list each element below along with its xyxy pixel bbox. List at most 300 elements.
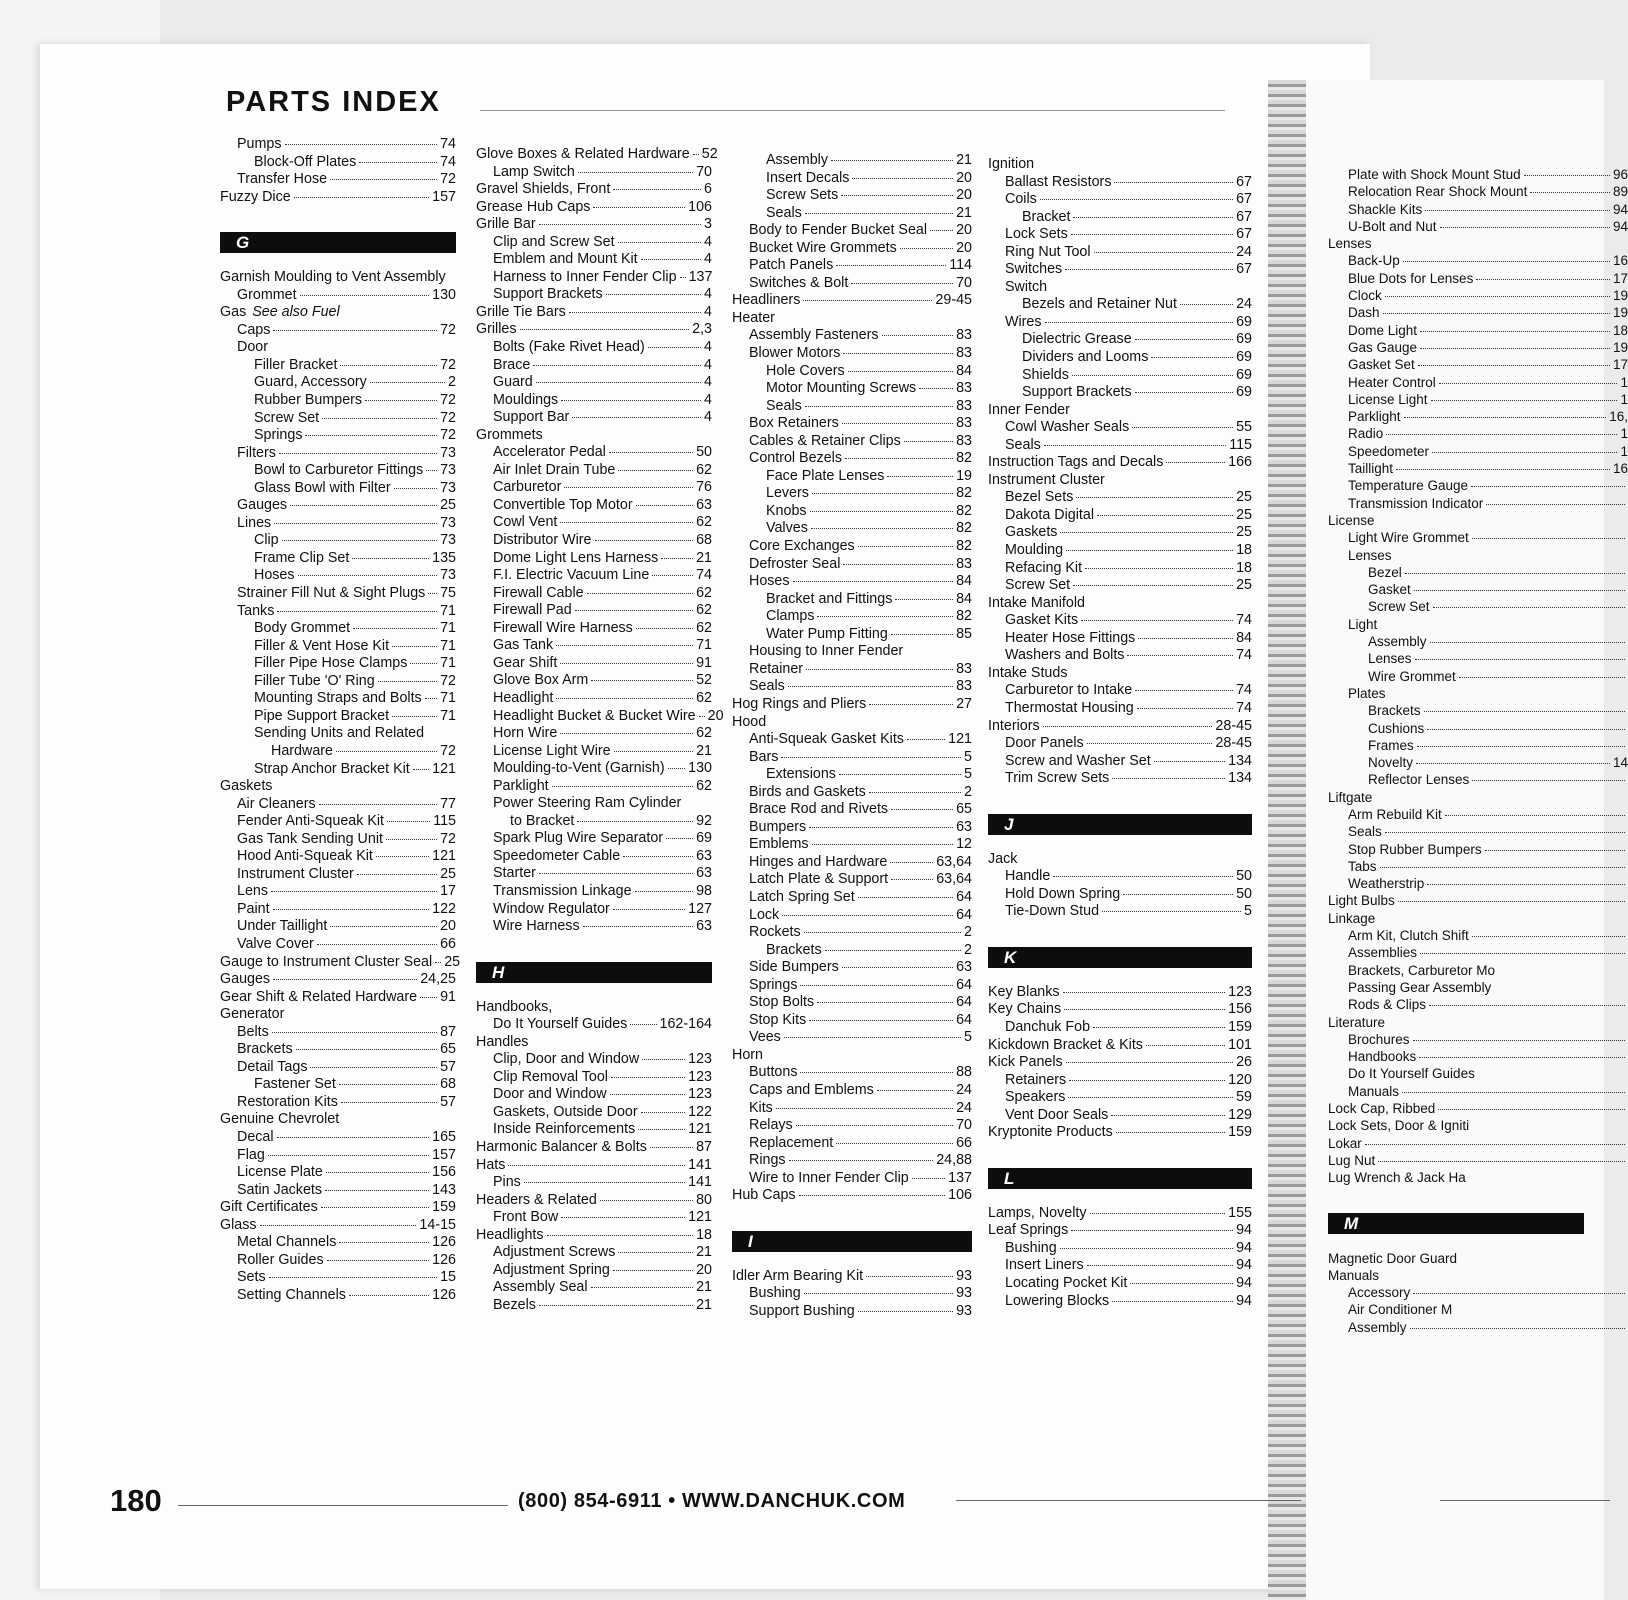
index-entry [220,1164,456,1182]
entry-page-number: 2 [964,783,972,800]
index-entry [1328,1169,1628,1186]
dot-leader [1180,304,1233,305]
dot-leader [800,1072,953,1073]
dot-leader [319,804,437,805]
entry-page-number: 93 [956,1267,972,1284]
dot-leader [891,809,953,810]
dot-leader [638,1129,685,1130]
index-entry [732,678,972,696]
index-entry [988,156,1252,174]
dot-leader [613,189,701,190]
entry-page-number: 50 [1236,868,1252,885]
entry-page-number: 123 [688,1068,712,1085]
index-entry [220,515,456,533]
index-entry [220,136,456,154]
index-entry [732,450,972,468]
footer-rule [1440,1500,1610,1501]
dot-leader [420,997,437,998]
entry-label: Light Bulbs [1328,893,1395,909]
entry-label: Hardware [271,742,333,759]
index-entry [220,883,456,901]
entry-page-number: 83 [956,397,972,414]
entry-label: Do It Yourself Guides [493,1016,628,1033]
entry-label: Manuals [1348,1083,1400,1099]
entry-page-number: 24 [1236,296,1252,313]
index-entry [732,924,972,942]
index-entry [1328,1301,1628,1318]
index-entry [220,154,456,172]
dot-leader [866,1276,953,1277]
dot-leader [869,704,953,705]
index-entry [476,550,712,568]
index-entry [988,1205,1252,1223]
entry-page-number: 82 [956,502,972,519]
entry-label: Accelerator Pedal [493,444,606,461]
index-entry [476,1297,712,1315]
entry-label: Adjustment Spring [493,1261,610,1278]
dot-leader [560,733,693,734]
index-entry [220,497,456,515]
entry-page-number: 121 [688,1121,712,1138]
section-letter-header: M [1328,1213,1584,1234]
dot-leader [1424,711,1625,712]
entry-page-number: 4 [704,303,712,320]
entry-label: Caps [237,321,271,338]
dot-leader [260,1225,417,1226]
index-entry [988,419,1252,437]
entry-page-number: 114 [949,257,972,274]
entry-label: Coils [1005,191,1037,208]
entry-label: Power Steering Ram Cylinder [493,795,682,812]
dot-leader [394,488,437,489]
entry-page-number: 19 [1612,288,1628,304]
entry-label: Cowl Vent [493,514,558,531]
index-entry [476,462,712,480]
entry-page-number: 69 [1236,384,1252,401]
entry-label: Bracket [1022,208,1071,225]
entry-label: Bolts (Fake Rivet Head) [493,339,645,356]
entry-label: Speedometer [1348,443,1430,459]
entry-label: Jack [988,850,1018,867]
dot-leader [1403,261,1610,262]
entry-label: to Bracket [510,812,575,829]
entry-label: Headlight Bucket & Bucket Wire [493,707,696,724]
entry-label: Reflector Lenses [1368,772,1470,788]
entry-label: Heater Control [1348,374,1436,390]
dot-leader [1060,1248,1233,1249]
index-entry [988,454,1252,472]
dot-leader [636,505,693,506]
entry-label: Guard [493,374,533,391]
index-entry [732,854,972,872]
entry-page-number: 57 [440,1093,456,1110]
entry-label: Ring Nut Tool [1005,243,1091,260]
entry-label: Gauges [237,497,288,514]
index-entry [220,189,456,207]
entry-label: Caps and Emblems [749,1081,874,1098]
dot-leader [539,1305,693,1306]
entry-label: Satin Jackets [237,1181,323,1198]
entry-page-number: 18 [1236,559,1252,576]
index-entry [476,1157,712,1175]
index-entry [1328,252,1628,269]
entry-page-number: 83 [956,380,972,397]
entry-label: Cowl Washer Seals [1005,419,1130,436]
entry-label: Screw Sets [766,187,839,204]
entry-label: Stop Rubber Bumpers [1348,841,1482,857]
index-entry [220,1269,456,1287]
entry-page-number: 137 [688,268,713,285]
dot-leader [322,418,437,419]
entry-label: Horn [732,1046,763,1063]
index-entry [988,209,1252,227]
dot-leader [569,312,701,313]
index-entry [220,1252,456,1270]
index-entry [988,524,1252,542]
index-entry [220,532,456,550]
index-entry [476,901,712,919]
entry-label: Dome Light [1348,322,1418,338]
index-entry [476,392,712,410]
entry-label: Relays [749,1117,793,1134]
entry-page-number: 94 [1236,1274,1252,1291]
entry-page-number: 82 [956,608,972,625]
index-entry [1328,218,1628,235]
entry-page-number: 55 [1236,419,1252,436]
entry-label: Air Conditioner M [1348,1302,1453,1318]
entry-page-number: 166 [1228,454,1252,471]
index-entry [220,339,456,357]
dot-leader [796,1125,953,1126]
dot-leader [330,179,437,180]
index-entry [988,261,1252,279]
spacer [988,788,1252,800]
entry-label: Pipe Support Bracket [254,707,390,724]
index-entry [1328,858,1628,875]
entry-label: Core Exchanges [749,538,855,555]
entry-page-number: 24,88 [936,1152,972,1169]
index-entry [220,322,456,340]
index-entry [476,567,712,585]
dot-leader [547,1235,694,1236]
index-entry [476,1016,712,1034]
dot-leader [1132,427,1233,428]
entry-label: Headlights [476,1226,544,1243]
index-entry [732,275,972,293]
dot-leader [848,371,953,372]
entry-page-number: 63 [956,959,972,976]
dot-leader [1114,182,1233,183]
dot-leader [611,1077,685,1078]
entry-label: Hood Anti-Squeak Kit [237,848,373,865]
dot-leader [305,435,437,436]
index-entry [732,345,972,363]
index-entry [988,868,1252,886]
dot-leader [1045,322,1234,323]
entry-label: Kits [749,1099,773,1116]
entry-label: Bracket and Fittings [766,590,893,607]
entry-label: Lamps, Novelty [988,1204,1087,1221]
dot-leader [1069,1080,1225,1081]
index-entry [476,357,712,375]
entry-label: Bowl to Carburetor Fittings [254,462,424,479]
dot-leader [1154,761,1225,762]
entry-label: Cables & Retainer Clips [749,432,901,449]
entry-label: Glass Bowl with Filter [254,479,391,496]
entry-page-number: 59 [1236,1089,1252,1106]
dot-leader [1137,708,1233,709]
dot-leader [1076,497,1233,498]
entry-label: Fastener Set [254,1076,336,1093]
index-entry [476,1244,712,1262]
entry-label: Grommet [237,286,297,303]
entry-page-number: 62 [696,689,712,706]
entry-page-number: 63 [696,865,712,882]
entry-label: Ballast Resistors [1005,173,1112,190]
entry-label: Magnetic Door Guard [1328,1250,1458,1266]
dot-leader [825,950,961,951]
index-entry [476,321,712,339]
entry-page-number: 66 [956,1134,972,1151]
entry-page-number: 91 [696,654,712,671]
index-entry [732,573,972,591]
entry-label: Anti-Squeak Gasket Kits [749,731,904,748]
index-entry [1328,1048,1628,1065]
entry-page-number: 63,64 [936,871,972,888]
entry-label: Switches [1005,261,1063,278]
entry-page-number: 88 [956,1064,972,1081]
dot-leader [882,335,954,336]
dot-leader [428,593,437,594]
dot-leader [325,1190,429,1191]
index-entry [1328,564,1628,581]
index-entry [732,398,972,416]
entry-page-number: 94 [1236,1239,1252,1256]
entry-page-number: 94 [1236,1292,1252,1309]
footer-contact: (800) 854-6911 • WWW.DANCHUK.COM [518,1490,906,1512]
dot-leader [1085,568,1233,569]
index-entry [988,770,1252,788]
dot-leader [800,985,953,986]
entry-label: Lenses [1368,651,1412,667]
index-entry [1328,754,1628,771]
index-entry [220,1147,456,1165]
dot-leader [300,295,430,296]
index-entry [1328,1083,1628,1100]
index-entry [220,1024,456,1042]
entry-label: Mounting Straps and Bolts [254,690,422,707]
entry-label: Clip [254,532,279,549]
entry-label: Genuine Chevrolet [220,1111,340,1128]
index-entry [732,152,972,170]
dot-leader [1476,279,1610,280]
dot-leader [661,558,693,559]
index-entry [988,472,1252,490]
entry-page-number: 83 [956,327,972,344]
entry-page-number: 94 [1236,1222,1252,1239]
dot-leader [668,768,686,769]
index-entry [988,612,1252,630]
entry-label: Pumps [237,136,282,152]
entry-label: Instrument Cluster [237,865,354,882]
dot-leader [841,195,953,196]
entry-label: Lokar [1328,1135,1362,1151]
entry-label: Adjustment Screws [493,1244,616,1261]
entry-page-number: 14 [1612,755,1628,771]
dot-leader [1427,884,1625,885]
entry-label: Frame Clip Set [254,549,350,566]
entry-label: Blower Motors [749,345,841,362]
index-entry [732,433,972,451]
entry-label: Bushing [749,1285,801,1302]
dot-leader [1416,763,1610,764]
index-entry [1328,512,1628,529]
index-entry [1328,650,1628,667]
dot-leader [1404,417,1607,418]
entry-page-number: 93 [956,1285,972,1302]
index-entry [732,959,972,977]
dot-leader [1414,590,1625,591]
index-entry [732,415,972,433]
entry-page-number: 2 [964,924,972,941]
dot-leader [1146,1045,1225,1046]
index-entry [476,690,712,708]
section-letter-header: G [220,232,456,253]
entry-label: Starter [493,865,536,882]
index-entry [988,174,1252,192]
dot-leader [539,224,701,225]
dot-leader [321,1207,429,1208]
entry-page-number: 20 [956,187,972,204]
dot-leader [285,144,438,145]
entry-label: Gasket Kits [1005,612,1079,629]
index-entry [732,766,972,784]
dot-leader [784,1037,961,1038]
entry-page-number: 20 [956,169,972,186]
index-entry [988,1019,1252,1037]
entry-page-number: 106 [688,198,712,215]
index-entry [1328,547,1628,564]
dot-leader [378,681,437,682]
entry-page-number: 25 [444,953,461,970]
index-entry [988,349,1252,367]
spacer [732,1205,972,1217]
dot-leader [858,897,953,898]
index-entry [476,1262,712,1280]
entry-page-number: 67 [1236,226,1252,243]
index-entry [732,836,972,854]
entry-label: Switch [1005,278,1048,295]
entry-page-number: 71 [440,620,456,637]
dot-leader [290,505,437,506]
index-entry [476,743,712,761]
entry-label: Arm Kit, Clutch Shift [1348,928,1469,944]
entry-page-number: 1 [1620,391,1628,407]
dot-leader [1130,1283,1233,1284]
index-entry [220,1111,456,1129]
entry-page-number: 4 [704,286,712,303]
entry-label: Leaf Springs [988,1222,1069,1239]
index-entry [476,164,712,182]
dot-leader [842,967,953,968]
entry-label: Lenses [1348,547,1392,563]
entry-page-number: 157 [432,1146,456,1163]
dot-leader [1040,199,1233,200]
entry-label: Parklight [1348,409,1401,425]
entry-label: Intake Studs [988,664,1068,681]
dot-leader [572,417,701,418]
entry-label: Interiors [988,717,1040,734]
dot-leader [560,522,693,523]
dot-leader [365,400,437,401]
entry-label: Brochures [1348,1031,1410,1047]
entry-label: Window Regulator [493,900,610,917]
index-entry [1328,391,1628,408]
dot-leader [1380,867,1625,868]
dot-leader [1471,486,1625,487]
entry-page-number: 20 [440,918,456,935]
entry-label: Back-Up [1348,253,1400,269]
entry-label: Extensions [766,766,836,783]
entry-label: Speedometer Cable [493,847,621,864]
entry-page-number: 21 [696,1296,712,1313]
dot-leader [1112,778,1225,779]
index-entry [988,507,1252,525]
entry-page-number: 69 [1236,366,1252,383]
dot-leader [809,827,953,828]
index-entry [988,367,1252,385]
entry-label: Support Brackets [1022,384,1132,401]
index-entry [220,831,456,849]
index-entry [220,269,456,287]
entry-page-number: 121 [432,848,456,865]
dot-leader [273,330,437,331]
dot-leader [1431,400,1618,401]
entry-page-number: 73 [440,479,456,496]
entry-label: Firewall Wire Harness [493,619,633,636]
index-entry [1328,633,1628,650]
index-entry [1328,1014,1628,1031]
dot-leader [858,1311,953,1312]
index-entry [1328,1031,1628,1048]
entry-label: Stop Bolts [749,994,815,1011]
index-entry [732,240,972,258]
entry-label: Manuals [1328,1267,1380,1283]
entry-label: Glove Boxes & Related Hardware [476,146,690,162]
entry-label: Birds and Gaskets [749,783,866,800]
entry-label: Sets [237,1269,266,1286]
index-entry [988,542,1252,560]
dot-leader [1385,832,1625,833]
entry-label: Idler Arm Bearing Kit [732,1267,864,1284]
dot-leader [341,1102,437,1103]
index-entry [220,550,456,568]
index-entry [476,1192,712,1210]
entry-page-number: 72 [440,392,456,409]
dot-leader [339,1084,437,1085]
entry-page-number: 64 [956,994,972,1011]
entry-page-number: 126 [432,1234,456,1251]
entry-label: Filters [237,444,276,461]
dot-leader [425,698,437,699]
index-entry [988,331,1252,349]
dot-leader [268,1155,429,1156]
index-entry [1328,668,1628,685]
index-entry [1328,356,1628,373]
entry-page-number: 159 [1228,1124,1252,1141]
index-entry [988,1124,1252,1142]
dot-leader [1365,1144,1625,1145]
